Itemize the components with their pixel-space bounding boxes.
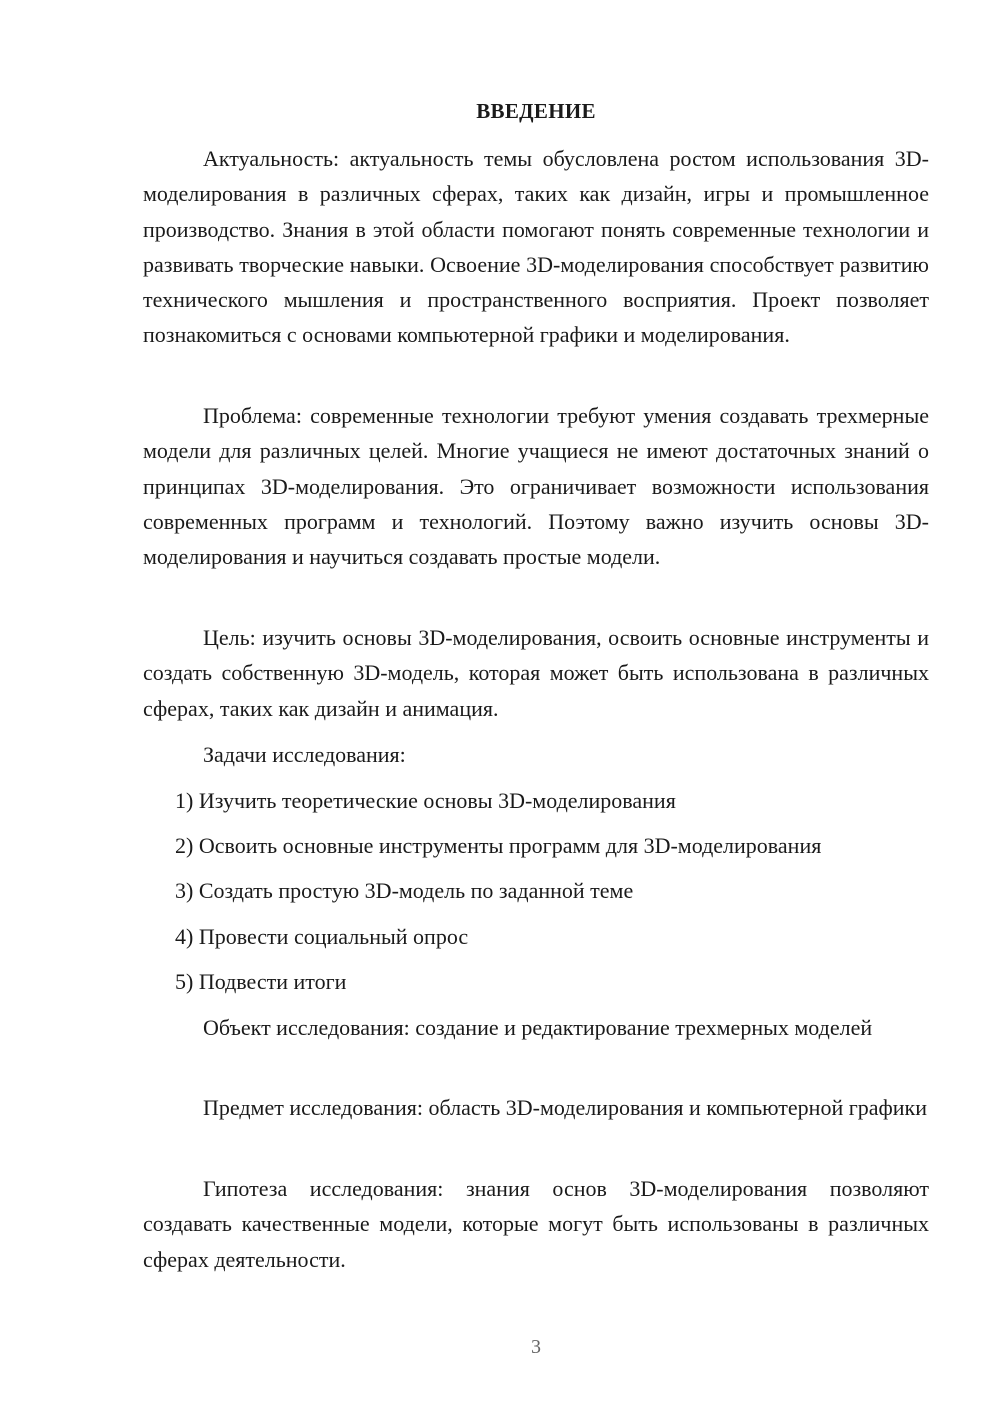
- page-number: 3: [531, 1336, 541, 1358]
- document-page: [143, 0, 929, 1414]
- paragraph-relevance: Актуальность: актуальность темы обусловлена ростом использования 3D-моделирования в различных сферах, таких как дизайн, игры и промышленное производство. Знания в этой области помогают понять современные технологии и развивать творческие навыки. Освоение 3D-моделирования способствует развитию технического мышления и пространственного восприятия. Проект позволяет познакомиться с основами компьютерной графики и моделирования.: [143, 146, 929, 348]
- paragraph-hypothesis: Гипотеза исследования: знания основ 3D-моделирования позволяют создавать качественные модели, которые могут быть использованы в различных сферах деятельности.: [143, 1176, 929, 1272]
- paragraph-object: Объект исследования: создание и редактирование трехмерных моделей: [203, 1015, 873, 1040]
- list-item: 1) Изучить теоретические основы 3D-моделирования: [175, 788, 676, 813]
- list-item: 4) Провести социальный опрос: [175, 924, 469, 949]
- paragraph-subject: Предмет исследования: область 3D-моделирования и компьютерной графики: [203, 1095, 927, 1120]
- tasks-heading: Задачи исследования:: [203, 742, 406, 767]
- paragraph-problem: Проблема: современные технологии требуют умения создавать трехмерные модели для различных целей. Многие учащиеся не имеют достаточных знаний о принципах 3D-моделирования. Это ограничивает возможности использования современных программ и технологий. Поэтому важно изучить основы 3D-моделирования и научиться создавать простые модели.: [143, 403, 929, 570]
- paragraph-goal: Цель: изучить основы 3D-моделирования, освоить основные инструменты и создать собственную 3D-модель, которая может быть использована в различных сферах, таких как дизайн и анимация.: [143, 625, 929, 721]
- list-item: 3) Создать простую 3D-модель по заданной теме: [175, 878, 634, 903]
- page-title: ВВЕДЕНИЕ: [476, 99, 596, 123]
- list-item: 5) Подвести итоги: [175, 969, 347, 994]
- list-item: 2) Освоить основные инструменты программ для 3D-моделирования: [175, 833, 822, 858]
